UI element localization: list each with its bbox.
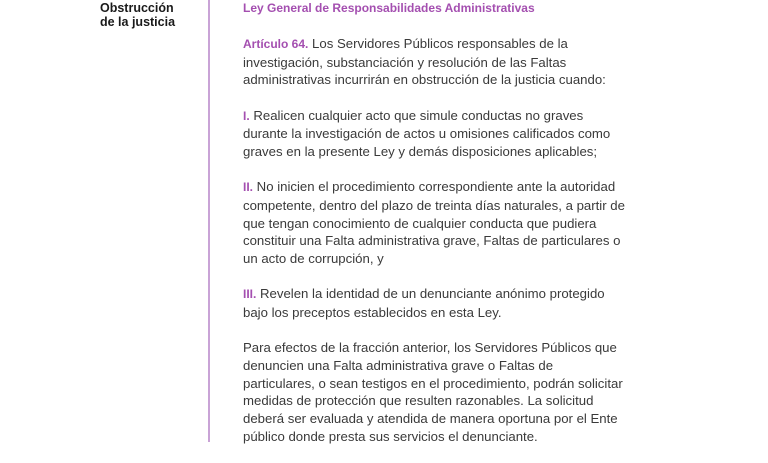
paragraph-text: Los Servidores Públicos responsables de la	[308, 36, 568, 51]
paragraph-line	[243, 35, 683, 54]
paragraph-line	[243, 178, 683, 197]
paragraph	[243, 339, 683, 445]
paragraph-text: medidas de protección que resulten razonables. La solicitud	[243, 393, 594, 409]
paragraph	[243, 285, 683, 321]
paragraph-line	[243, 375, 683, 393]
paragraph-line	[243, 250, 683, 268]
vertical-divider	[208, 0, 210, 442]
paragraph	[243, 178, 683, 268]
paragraph-text: durante la investigación de actos u omisiones calificados como	[243, 126, 611, 142]
law-title: Ley General de Responsabilidades Administrativas	[243, 1, 535, 15]
paragraph-line	[243, 71, 683, 89]
paragraph-text: constituir una Falta administrativa grave, Faltas de particulares o	[243, 233, 621, 249]
section-label	[100, 1, 200, 29]
paragraph-text: investigación, substanciación y resolución de las Faltas	[243, 54, 567, 70]
paragraph-text: público donde presta sus servicios el denunciante.	[243, 428, 538, 444]
paragraph-line	[243, 143, 683, 161]
paragraph-text: Realicen cualquier acto que simule conductas no graves	[249, 107, 584, 123]
paragraph-line	[243, 215, 683, 233]
section-label-line: de la justicia	[100, 15, 176, 29]
paragraph-text: bajo los preceptos establecidos en esta Ley.	[243, 304, 502, 320]
paragraph-line	[243, 125, 683, 143]
paragraph-line	[243, 54, 683, 72]
paragraph-line	[243, 357, 683, 375]
paragraph-line	[243, 410, 683, 428]
paragraph-line	[243, 339, 683, 357]
main-content	[243, 0, 683, 463]
paragraph-line	[243, 197, 683, 215]
paragraph-text: Para efectos de la fracción anterior, los Servidores Públicos que	[243, 340, 617, 356]
paragraph-lead: III.	[243, 287, 257, 302]
paragraph-line	[243, 392, 683, 410]
paragraph-text: competente, dentro del plazo de treinta días naturales, a partir de	[243, 197, 625, 213]
paragraph-line	[243, 232, 683, 250]
paragraph-text: Revelen la identidad de un denunciante anónimo protegido	[256, 286, 605, 302]
paragraph-text: deberá ser evaluada y atendida de manera oportuna por el Ente	[243, 410, 618, 426]
paragraph-text: denuncien una Falta administrativa grave o Faltas de	[243, 357, 554, 373]
paragraph-line	[243, 304, 683, 322]
paragraph-text: No inicien el procedimiento correspondiente ante la autoridad	[253, 179, 616, 195]
paragraph-lead: I.	[243, 108, 250, 123]
paragraph-text: que tengan conocimiento de cualquier conducta que pudiera	[243, 215, 597, 231]
paragraph	[243, 107, 683, 161]
paragraph-lead: Artículo 64.	[243, 37, 309, 51]
section-label-line: Obstrucción	[100, 1, 174, 15]
paragraph-line	[243, 107, 683, 126]
paragraph-line	[243, 428, 683, 446]
paragraph	[243, 35, 683, 89]
paragraph-text: particulares, o sean testigos en el procedimiento, podrán solicitar	[243, 375, 623, 391]
paragraph-line	[243, 285, 683, 304]
paragraph-text: graves en la presente Ley y demás disposiciones aplicables;	[243, 144, 598, 160]
paragraph-lead: II.	[243, 180, 254, 195]
paragraph-text: administrativas incurrirán en obstrucción de la justicia cuando:	[243, 72, 606, 88]
paragraph-list	[243, 35, 683, 445]
paragraph-text: un acto de corrupción, y	[243, 251, 384, 267]
